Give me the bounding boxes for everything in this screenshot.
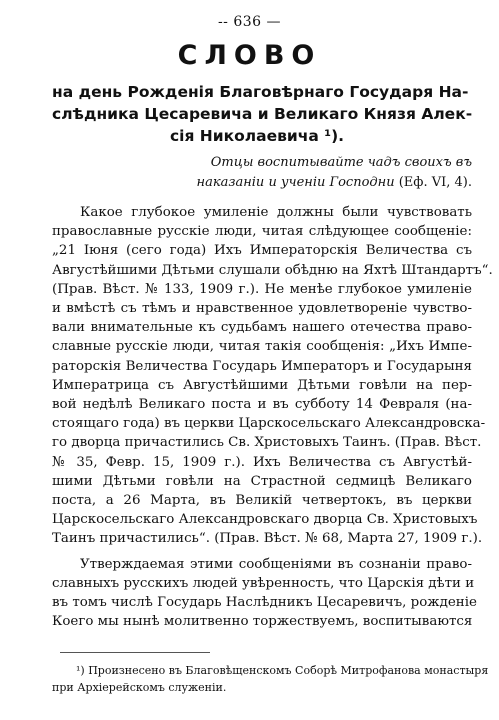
subtitle-line: на день Рожденія Благовѣрнаго Государя На-: [52, 83, 469, 101]
paragraph-line: раторскія Величества Государь Императоръ и Государыня: [52, 358, 472, 374]
paragraph-line: (Прав. Вѣст. № 133, 1909 г.). Не менѣе глубокое умиленіе: [52, 281, 472, 297]
footnote-line: при Архіерейскомъ служеніи.: [52, 681, 227, 694]
paragraph-line: шими Дѣтьми говѣли на Страстной седмицѣ Великаго: [52, 473, 472, 489]
footnote: [52, 662, 489, 696]
body-text: [52, 203, 493, 631]
page-number: -- 636 —: [217, 14, 282, 30]
paragraph-line: Таинъ причастились“. (Прав. Вѣст. № 68, Марта 27, 1909 г.).: [52, 531, 483, 547]
epigraph-line: Отцы воспитывайте чадъ своихъ въ: [210, 155, 472, 170]
paragraph-line: поста, а 26 Марта, въ Великій четвертокъ, въ церкви: [52, 493, 472, 509]
paragraph-line: го дворца причастились Св. Христовыхъ Таинъ. (Прав. Вѣст.: [52, 435, 482, 451]
paragraph-line: Утверждаемая этими сообщеніями въ сознаніи право-: [80, 556, 472, 572]
epigraph-line-with-ref: [150, 173, 472, 193]
subtitle-line: сія Николаевича ¹).: [169, 127, 345, 145]
paragraph-line: стоящаго года) въ церкви Царскосельскаго Александровска-: [52, 416, 486, 432]
epigraph-line: наказаніи и ученіи Господни: [196, 175, 395, 190]
footnote-divider: [60, 652, 210, 653]
subtitle: [52, 81, 473, 147]
paragraph-line: Царскосельскаго Александровскаго дворца Св. Христовыхъ: [52, 512, 478, 528]
epigraph-reference: (Еф. VI, 4).: [398, 175, 472, 190]
paragraph-line: Какое глубокое умиленіе должны были чувствовать: [80, 205, 472, 220]
paragraph-line: славныхъ русскихъ людей увѣренность, что Царскія дѣти и: [52, 575, 475, 591]
epigraph: [150, 153, 472, 193]
paragraph-line: и вмѣстѣ съ тѣмъ и нравственное удовлетвореніе чувство-: [52, 301, 472, 317]
paragraph-line: Коего мы нынѣ молитвенно торжествуемъ, воспитываются: [52, 614, 473, 630]
paragraph-line: Августѣйшими Дѣтьми слушали обѣдню на Яхтѣ Штандартъ“.: [52, 262, 493, 278]
paragraph-line: вой недѣлѣ Великаго поста и въ субботу 14 Февраля (на-: [52, 397, 472, 413]
paragraph-line: славные русскіе люди, читая такія сообщенія: „Ихъ Импе-: [52, 339, 472, 355]
paragraph-line: православные русскіе люди, читая слѣдующее сообщеніе:: [52, 224, 472, 240]
footnote-line: ¹) Произнесено въ Благовѣщенскомъ Соборѣ Митрофанова монастыря: [76, 664, 489, 677]
paragraph-line: вали внимательные къ судьбамъ нашего отечества право-: [52, 320, 472, 336]
paragraph-line: Императрица съ Августѣйшими Дѣтьми говѣли на пер-: [52, 377, 472, 393]
paragraph-line: „21 Іюня (сего года) Ихъ Императорскія Величества съ: [52, 243, 472, 259]
page-title: СЛОВО: [177, 40, 322, 71]
subtitle-line: слѣдника Цесаревича и Великаго Князя Алек-: [52, 105, 473, 123]
paragraph-line: № 35, Февр. 15, 1909 г.). Ихъ Величества съ Августѣй-: [52, 454, 472, 470]
paragraph-line: въ томъ числѣ Государь Наслѣдникъ Цесаревичъ, рожденіе: [52, 595, 477, 611]
